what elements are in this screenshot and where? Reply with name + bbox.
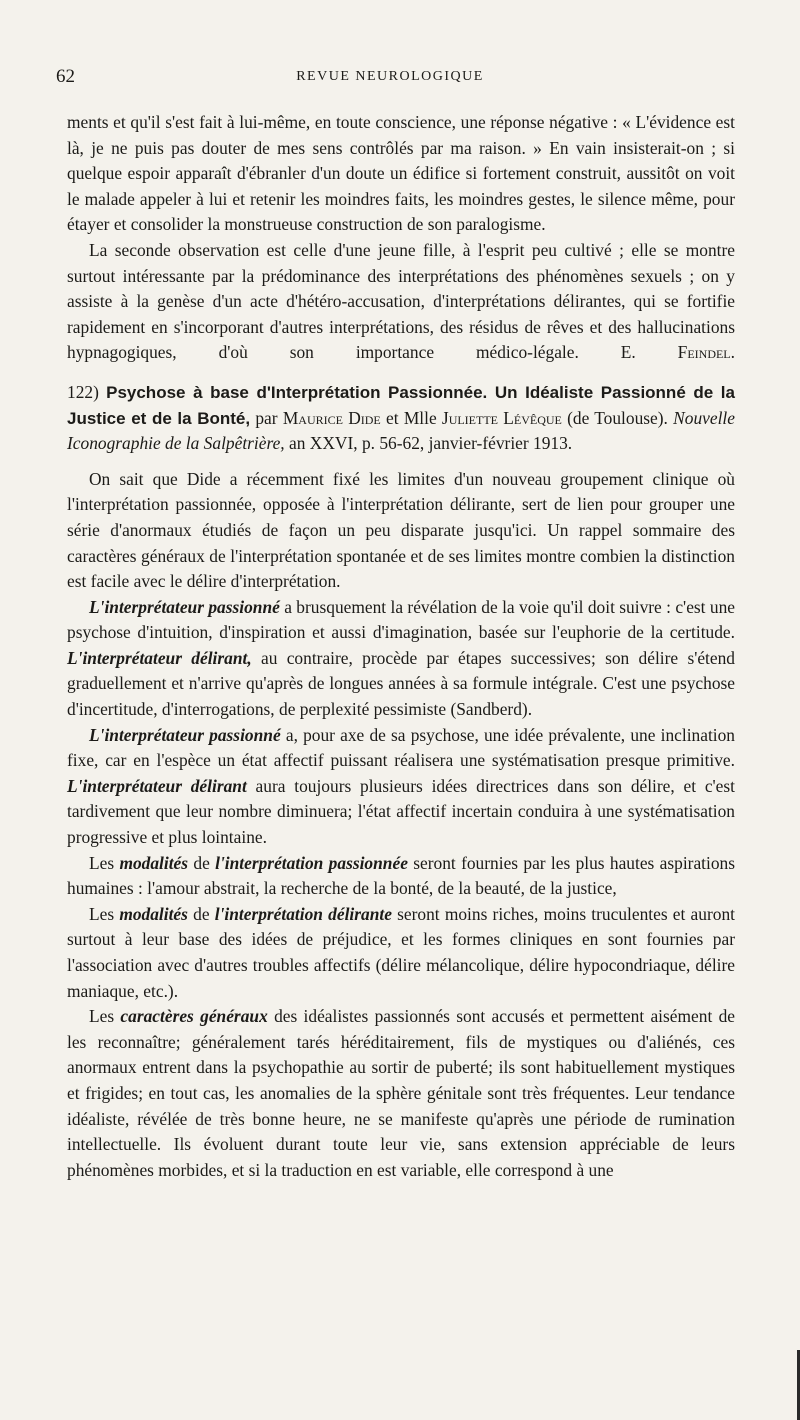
paragraph-4 <box>67 595 735 723</box>
term-delirant: L'interprétateur délirant <box>67 775 247 796</box>
entry-title: Psychose à base d'Interprétation Passionnée. Un Idéaliste Passionné de la Justice et de la Bonté, <box>67 382 735 428</box>
p8-text-a: Les <box>89 1006 121 1027</box>
paragraph-1: ments et qu'il s'est fait à lui-même, en toute conscience, une réponse négative : « L'évidence est là, je ne puis pas douter de mes sens contrôlés par ma raison. » En vain insisterait-on ; si quelque espoir apparaît d'ébranler d'un doute un édifice si fortement construit, aussitôt on voit le malade appeler à lui et retenir les moindres faits, les moindres gestes, le silence même, pour étayer et consolider la monstrueuse construction de son paralogisme. <box>67 112 735 235</box>
term-caracteres-generaux: caractères généraux <box>120 1006 268 1027</box>
journal-name: Nouvelle Iconographie de la Salpêtrière, <box>67 407 735 454</box>
p6-text-c: seront fournies par les plus hautes aspirations humaines : l'amour abstrait, la recherche de la bonté, de la beauté, de la justice, <box>67 852 735 899</box>
paragraph-6 <box>67 851 735 902</box>
entry-origin: (de Toulouse). <box>567 407 668 428</box>
p7-text-b: de <box>187 903 215 924</box>
paragraph-2-text: La seconde observation est celle d'une jeune fille, à l'esprit peu cultivé ; elle se montre surtout intéressante par la prédominance des interprétations des phénomènes sexuels ; on y assiste à la genèse d'un acte d'hétéro-accusation, d'interprétations délirantes, qui se fortifie rapidement en s'incorporant d'autres interprétations, des résidus de rêves et des hallucinations hypnagogiques, d'où son importance médico-légale. <box>67 239 735 363</box>
term-delirant: L'interprétateur délirant, <box>67 647 252 668</box>
author-1: Maurice Dide <box>282 407 381 428</box>
entry-number: 122) <box>67 381 99 402</box>
p8-text-c: des idéalistes passionnés sont accusés et permettent aisément de les reconnaître; généralement tarés héréditairement, fils de mystiques ou d'aliénés, ces anormaux entrent dans la psychopathie au sortir de puberté; ils sont habituellement mystiques et frigides; en tout cas, les anomalies de la sphère génitale sont très fréquentes. Leur tendance idéaliste, révélée de très bonne heure, ne se manifeste qu'après une période de rumination intellectuelle. Ils évoluent durant toute leur vie, sans extension appréciable de leurs phénomènes morbides, et si la traduction en est variable, elle correspond à une <box>67 1006 735 1180</box>
p6-text-a: Les <box>89 852 120 873</box>
paragraph-7 <box>67 902 735 1004</box>
entry-details: an XXVI, p. 56-62, janvier-février 1913. <box>289 433 573 454</box>
entry-and: et Mlle <box>386 407 437 428</box>
bibliographic-entry <box>67 380 735 457</box>
author-2: Juliette Lévêque <box>441 407 562 428</box>
page-number: 62 <box>56 66 75 87</box>
paragraph-5 <box>67 723 735 851</box>
signature: E. Feindel. <box>620 342 735 363</box>
term-interpretation-passionnee: l'interprétation passionnée <box>215 852 408 873</box>
p7-text-a: Les <box>89 903 120 924</box>
term-interpretation-delirante: l'interprétation délirante <box>214 903 392 924</box>
p7-text-c: seront moins riches, moins truculentes et auront surtout à leur base des idées de préjudice, et les formes cliniques en sont fournies par l'association avec d'autres troubles affectifs (délire mélancolique, délire hypocondriaque, délire maniaque, etc.). <box>67 903 735 1001</box>
p4-text-2: au contraire, procède par étapes successives; son délire s'étend graduellement et n'arrive qu'après de longues années à sa formule intégrale. C'est une psychose d'incertitude, d'interrogations, de perplexité pessimiste (Sandberd). <box>67 647 736 720</box>
entry-par: par <box>255 407 278 428</box>
term-modalites: modalités <box>119 903 188 924</box>
article-body <box>67 110 735 1183</box>
paragraph-3: On sait que Dide a récemment fixé les limites d'un nouveau groupement clinique où l'interprétation passionnée, opposée à l'interprétation délirante, sert de lien pour grouper une série d'anormaux étudiés de façon un peu disparate jusqu'ici. Un rappel sommaire des caractères généraux de l'interprétation spontanée et de ses limites montre combien la distinction est facile avec le délire d'interprétation. <box>67 468 735 592</box>
p5-text-2: aura toujours plusieurs idées directrices dans son délire, et c'est tardivement que leur nombre diminuera; l'état affectif incertain conduira à une systématisation progressive et plus lointaine. <box>67 775 735 848</box>
p6-text-b: de <box>188 852 216 873</box>
p5-text-1: a, pour axe de sa psychose, une idée prévalente, une inclination fixe, car en l'espèce un état affectif puissant réalisera une systématisation presque primitive. <box>67 724 735 771</box>
running-title: REVUE NEUROLOGIQUE <box>296 69 484 84</box>
p4-text-1: a brusquement la révélation de la voie qu'il doit suivre : c'est une psychose d'intuition, d'inspiration et aussi d'imagination, basée sur l'euphorie de la certitude. <box>67 596 735 643</box>
term-passionne: L'interprétateur passionné <box>89 596 280 617</box>
paragraph-2 <box>67 238 735 366</box>
paragraph-8 <box>67 1004 735 1183</box>
running-header <box>56 66 724 90</box>
term-passionne: L'interprétateur passionné <box>89 724 281 745</box>
term-modalites: modalités <box>119 852 189 873</box>
